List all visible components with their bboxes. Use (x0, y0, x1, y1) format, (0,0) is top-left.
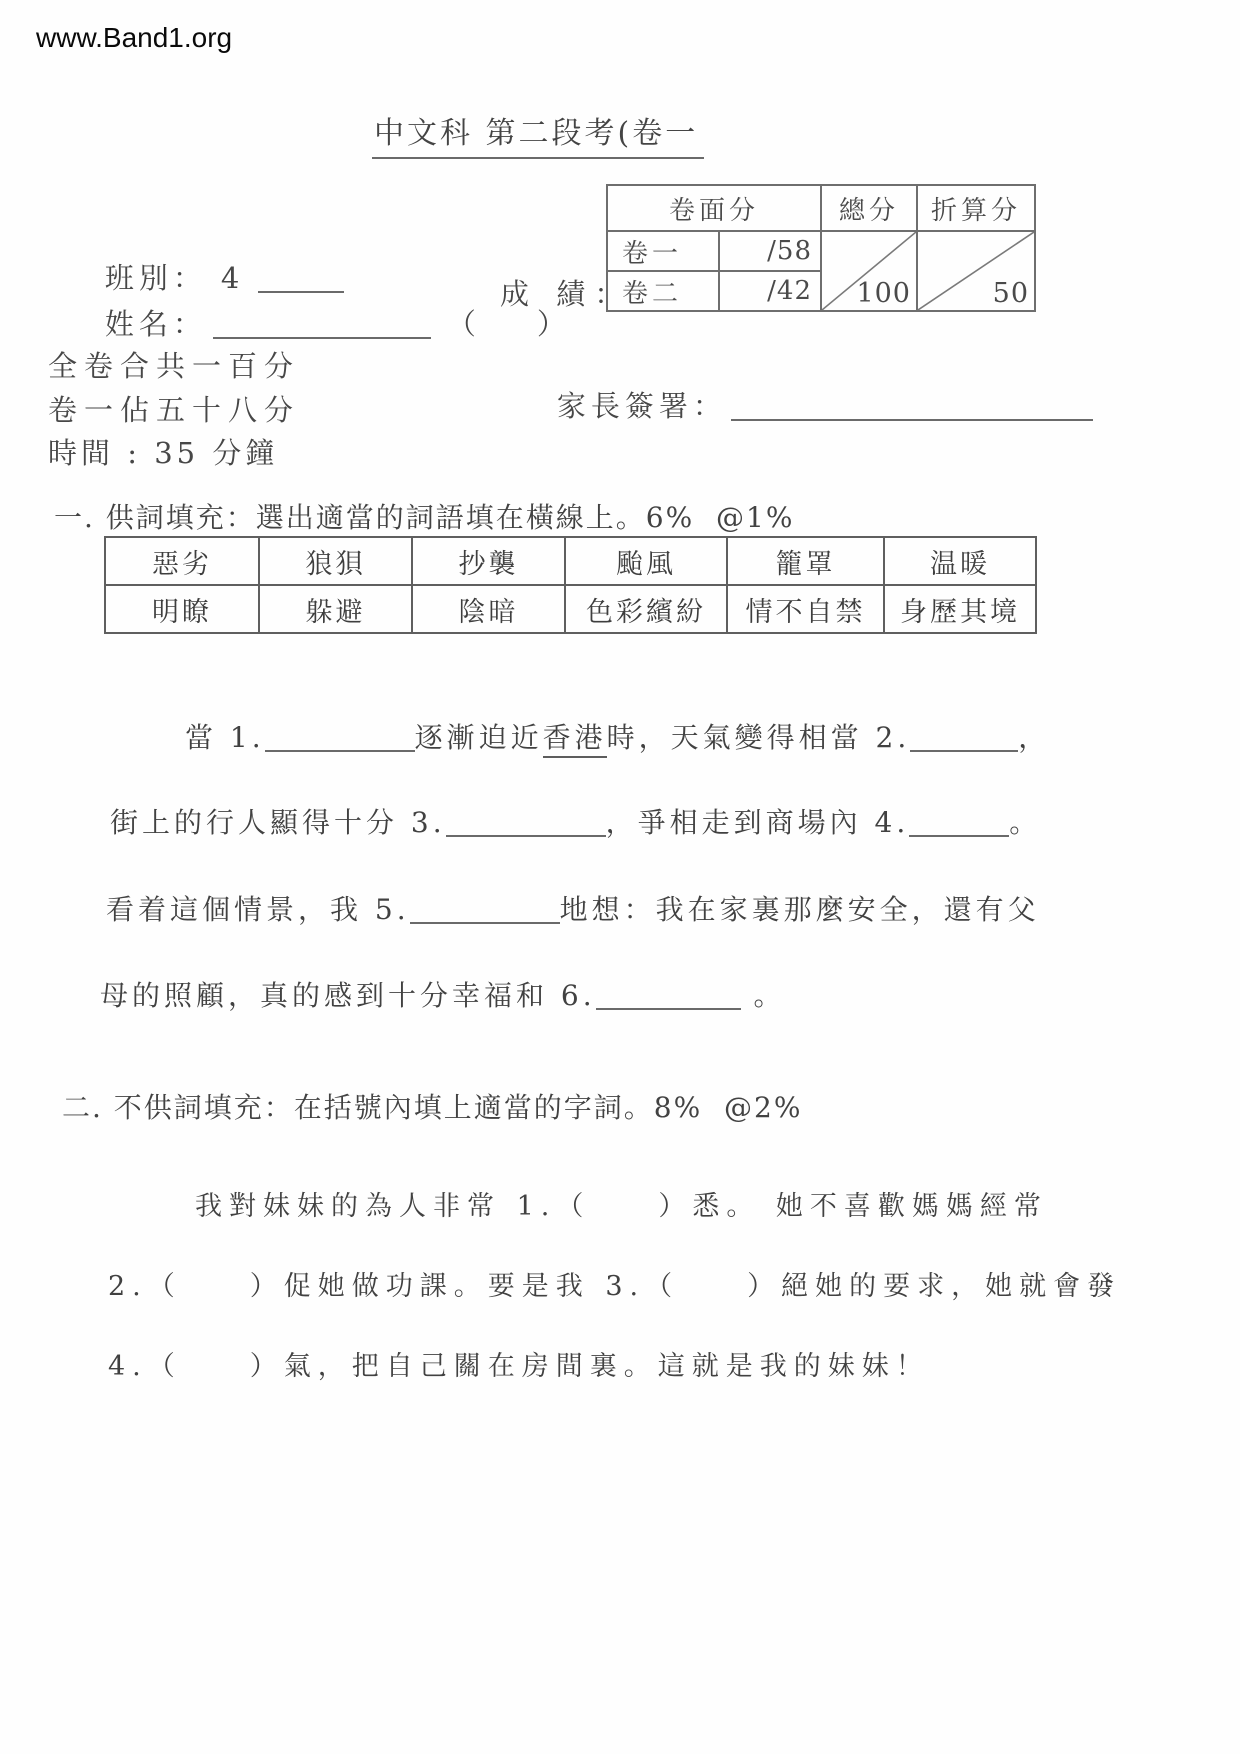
answer-blank-line (265, 750, 415, 752)
paper-one-max-score: /58 (719, 231, 821, 271)
name-label: 姓名： (104, 307, 207, 341)
class-label: 班別： (104, 261, 207, 295)
text-run: 4.（ (108, 1351, 182, 1382)
word-bank-word: 狼狽 (259, 537, 412, 585)
word-bank-word: 陰暗 (412, 585, 565, 633)
text-run: ）悉。 她不喜歡媽媽經常 (658, 1191, 1048, 1222)
word-bank-word: 温暖 (884, 537, 1036, 585)
site-watermark: www.Band1.org (36, 22, 233, 53)
class-value: 4 (220, 261, 245, 295)
paper-one-marks-note: 卷一佔五十八分 (48, 393, 301, 427)
word-bank-word: 惡劣 (105, 537, 259, 585)
word-bank-row (105, 585, 1036, 633)
answer-blank-line (446, 835, 606, 837)
text-run: 2.（ (108, 1271, 182, 1302)
parent-signature-blank-line (731, 419, 1093, 421)
total-score-header: 總分 (821, 185, 917, 231)
total-score-value: 100 (856, 278, 911, 309)
total-score-cell (821, 231, 917, 311)
converted-score-header: 折算分 (917, 185, 1035, 231)
passage1-line4 (100, 974, 786, 1014)
text-run: 。 (740, 979, 786, 1012)
text-run: 我對妹妹的為人非常 1.（ (195, 1191, 591, 1222)
answer-blank-line (909, 835, 1009, 837)
converted-score-cell (917, 231, 1035, 311)
word-bank-word: 情不自禁 (727, 585, 884, 633)
paper-score-header: 卷面分 (607, 185, 821, 231)
text-run: ，爭相走到商場內 4. (605, 806, 910, 839)
exam-title: 中文科 第二段考(卷一 (372, 108, 704, 159)
score-field-label: 成 績： (500, 277, 633, 311)
text-run: ）絕她的要求，她就會發 (747, 1271, 1122, 1302)
text-run: 。 (1009, 806, 1042, 839)
answer-blank-line (596, 1008, 741, 1010)
paper-one-label: 卷一 (607, 231, 719, 271)
passage2-line3 (108, 1344, 930, 1383)
word-bank-word: 色彩繽紛 (565, 585, 727, 633)
text-run: ）促她做功課。要是我 3.（ (249, 1271, 680, 1302)
word-bank-table (104, 536, 1037, 634)
time-limit-note: 時間 : 35 分鐘 (48, 436, 279, 470)
word-bank-row (105, 537, 1036, 585)
word-bank-word: 籠罩 (727, 537, 884, 585)
word-bank-word: 明瞭 (105, 585, 259, 633)
passage2-line1 (195, 1184, 1048, 1223)
proper-noun-underlined: 香港 (543, 721, 607, 758)
left-paren: （ (446, 307, 481, 341)
passage1-line1 (185, 716, 1050, 756)
total-marks-note: 全卷合共一百分 (48, 349, 301, 383)
text-run: 逐漸迫近 (414, 721, 543, 754)
text-run: ）氣，把自己關在房間裏。這就是我的妹妹！ (249, 1351, 930, 1382)
text-run: 地想：我在家裏那麼安全，還有父 (559, 893, 1040, 926)
text-run: 母的照顧，真的感到十分幸福和 6. (100, 979, 596, 1012)
name-blank-line (213, 337, 431, 339)
text-run: 街上的行人顯得十分 3. (110, 806, 446, 839)
word-bank-word: 颱風 (565, 537, 727, 585)
score-table-header-row (607, 185, 1035, 231)
section2-heading: 二. 不供詞填充：在括號內填上適當的字詞。8% @2% (62, 1091, 803, 1124)
parent-signature-field (500, 350, 1093, 459)
score-summary-table (606, 184, 1036, 312)
text-run: ， (1018, 721, 1051, 754)
word-bank-word: 抄襲 (412, 537, 565, 585)
text-run: 看着這個情景，我 5. (106, 893, 410, 926)
parent-signature-label: 家長簽署： (556, 389, 727, 423)
text-run: 時，天氣變得相當 2. (606, 721, 911, 754)
answer-blank-line (410, 922, 560, 924)
text-run: 當 1. (185, 721, 265, 754)
converted-score-value: 50 (992, 278, 1029, 309)
answer-blank-line (910, 750, 1018, 752)
right-paren: ） (536, 307, 571, 341)
passage1-line2 (110, 801, 1041, 841)
passage1-line3 (106, 888, 1040, 928)
word-bank-word: 躲避 (259, 585, 412, 633)
word-bank-word: 身歷其境 (884, 585, 1036, 633)
paper-one-row (607, 231, 1035, 271)
passage2-line2 (108, 1264, 1121, 1303)
paper-two-label: 卷二 (607, 271, 719, 311)
section1-heading: 一. 供詞填充：選出適當的詞語填在橫線上。6% @1% (54, 501, 795, 534)
paper-two-max-score: /42 (719, 271, 821, 311)
